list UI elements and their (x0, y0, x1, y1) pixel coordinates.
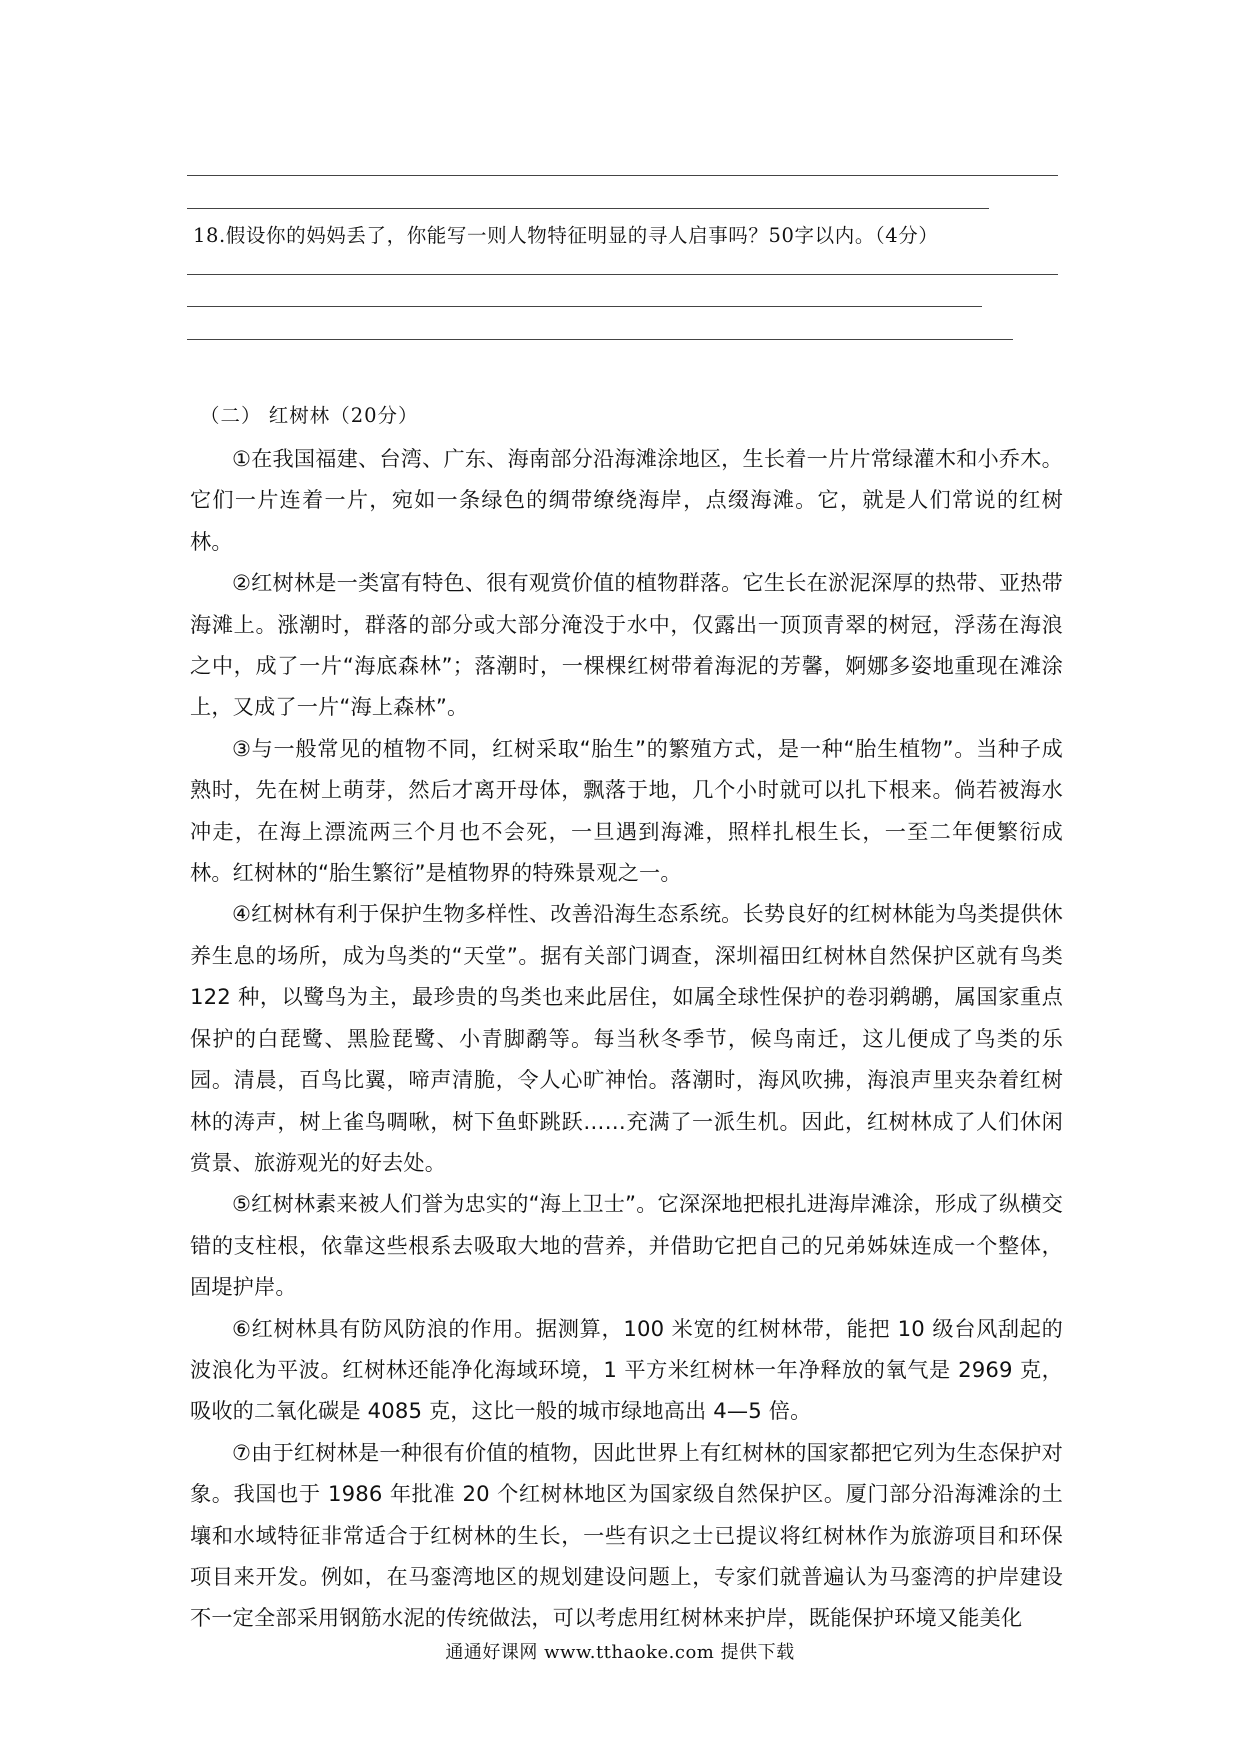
answer-line (187, 339, 1013, 340)
question-18-text: 18.假设你的妈妈丢了，你能写一则人物特征明显的寻人启事吗？50字以内。（4分） (193, 224, 939, 247)
section-title: （二） 红树林（20分） (200, 404, 419, 427)
answer-line (187, 274, 1058, 275)
reading-passage (190, 438, 1063, 1639)
paragraph-5: ⑤红树林素来被人们誉为忠实的“海上卫士”。它深深地把根扎进海岸滩涂，形成了纵横交错的支柱根，依靠这些根系去吸取大地的营养，并借助它把自己的兄弟姊妹连成一个整体，固堤护岸。 (190, 1191, 1063, 1300)
answer-line (187, 306, 982, 307)
page-footer: 通通好课网 www.tthaoke.com 提供下载 (445, 1642, 795, 1663)
paragraph-1: ①在我国福建、台湾、广东、海南部分沿海滩涂地区，生长着一片片常绿灌木和小乔木。它们一片连着一片，宛如一条绿色的绸带缭绕海岸，点缀海滩。它，就是人们常说的红树林。 (190, 446, 1063, 554)
paragraph-2: ②红树林是一类富有特色、很有观赏价值的植物群落。它生长在淤泥深厚的热带、亚热带海滩上。涨潮时，群落的部分或大部分淹没于水中，仅露出一顶顶青翠的树冠，浮荡在海浪之中，成了一片“海底森林”；落潮时，一棵棵红树带着海泥的芳馨，婀娜多姿地重现在滩涂上，又成了一片“海上森林”。 (190, 570, 1063, 720)
answer-line (187, 208, 989, 209)
answer-line (187, 175, 1058, 176)
paragraph-4: ④红树林有利于保护生物多样性、改善沿海生态系统。长势良好的红树林能为鸟类提供休养生息的场所，成为鸟类的“天堂”。据有关部门调查，深圳福田红树林自然保护区就有鸟类 122 种，以鹭鸟为主，最珍贵的鸟类也来此居住，如属全球性保护的卷羽鹈鹕，属国家重点保护的白琵鹭、黑脸琵鹭、小青脚鹬等。每当秋冬季节，候鸟南迁，这儿便成了鸟类的乐园。清晨，百鸟比翼，啼声清脆，令人心旷神怡。落潮时，海风吹拂，海浪声里夹杂着红树林的涛声，树上雀鸟啁啾，树下鱼虾跳跃……充满了一派生机。因此，红树林成了人们休闲赏景、旅游观光的好去处。 (190, 901, 1063, 1175)
paragraph-7: ⑦由于红树林是一种很有价值的植物，因此世界上有红树林的国家都把它列为生态保护对象。我国也于 1986 年批准 20 个红树林地区为国家级自然保护区。厦门部分沿海滩涂的土壤和水域特征非常适合于红树林的生长，一些有识之士已提议将红树林作为旅游项目和环保项目来开发。例如，在马銮湾地区的规划建设问题上，专家们就普遍认为马銮湾的护岸建设不一定全部采用钢筋水泥的传统做法，可以考虑用红树林来护岸，既能保护环境又能美化 (190, 1439, 1063, 1631)
paragraph-6: ⑥红树林具有防风防浪的作用。据测算，100 米宽的红树林带，能把 10 级台风刮起的波浪化为平波。红树林还能净化海域环境，1 平方米红树林一年净释放的氧气是 2969 克，吸收的二氧化碳是 4085 克，这比一般的城市绿地高出 4—5 倍。 (190, 1315, 1063, 1424)
paragraph-3: ③与一般常见的植物不同，红树采取“胎生”的繁殖方式，是一种“胎生植物”。当种子成熟时，先在树上萌芽，然后才离开母体，飘落于地，几个小时就可以扎下根来。倘若被海水冲走，在海上漂流两三个月也不会死，一旦遇到海滩，照样扎根生长，一至二年便繁衍成林。红树林的“胎生繁衍”是植物界的特殊景观之一。 (190, 735, 1063, 886)
